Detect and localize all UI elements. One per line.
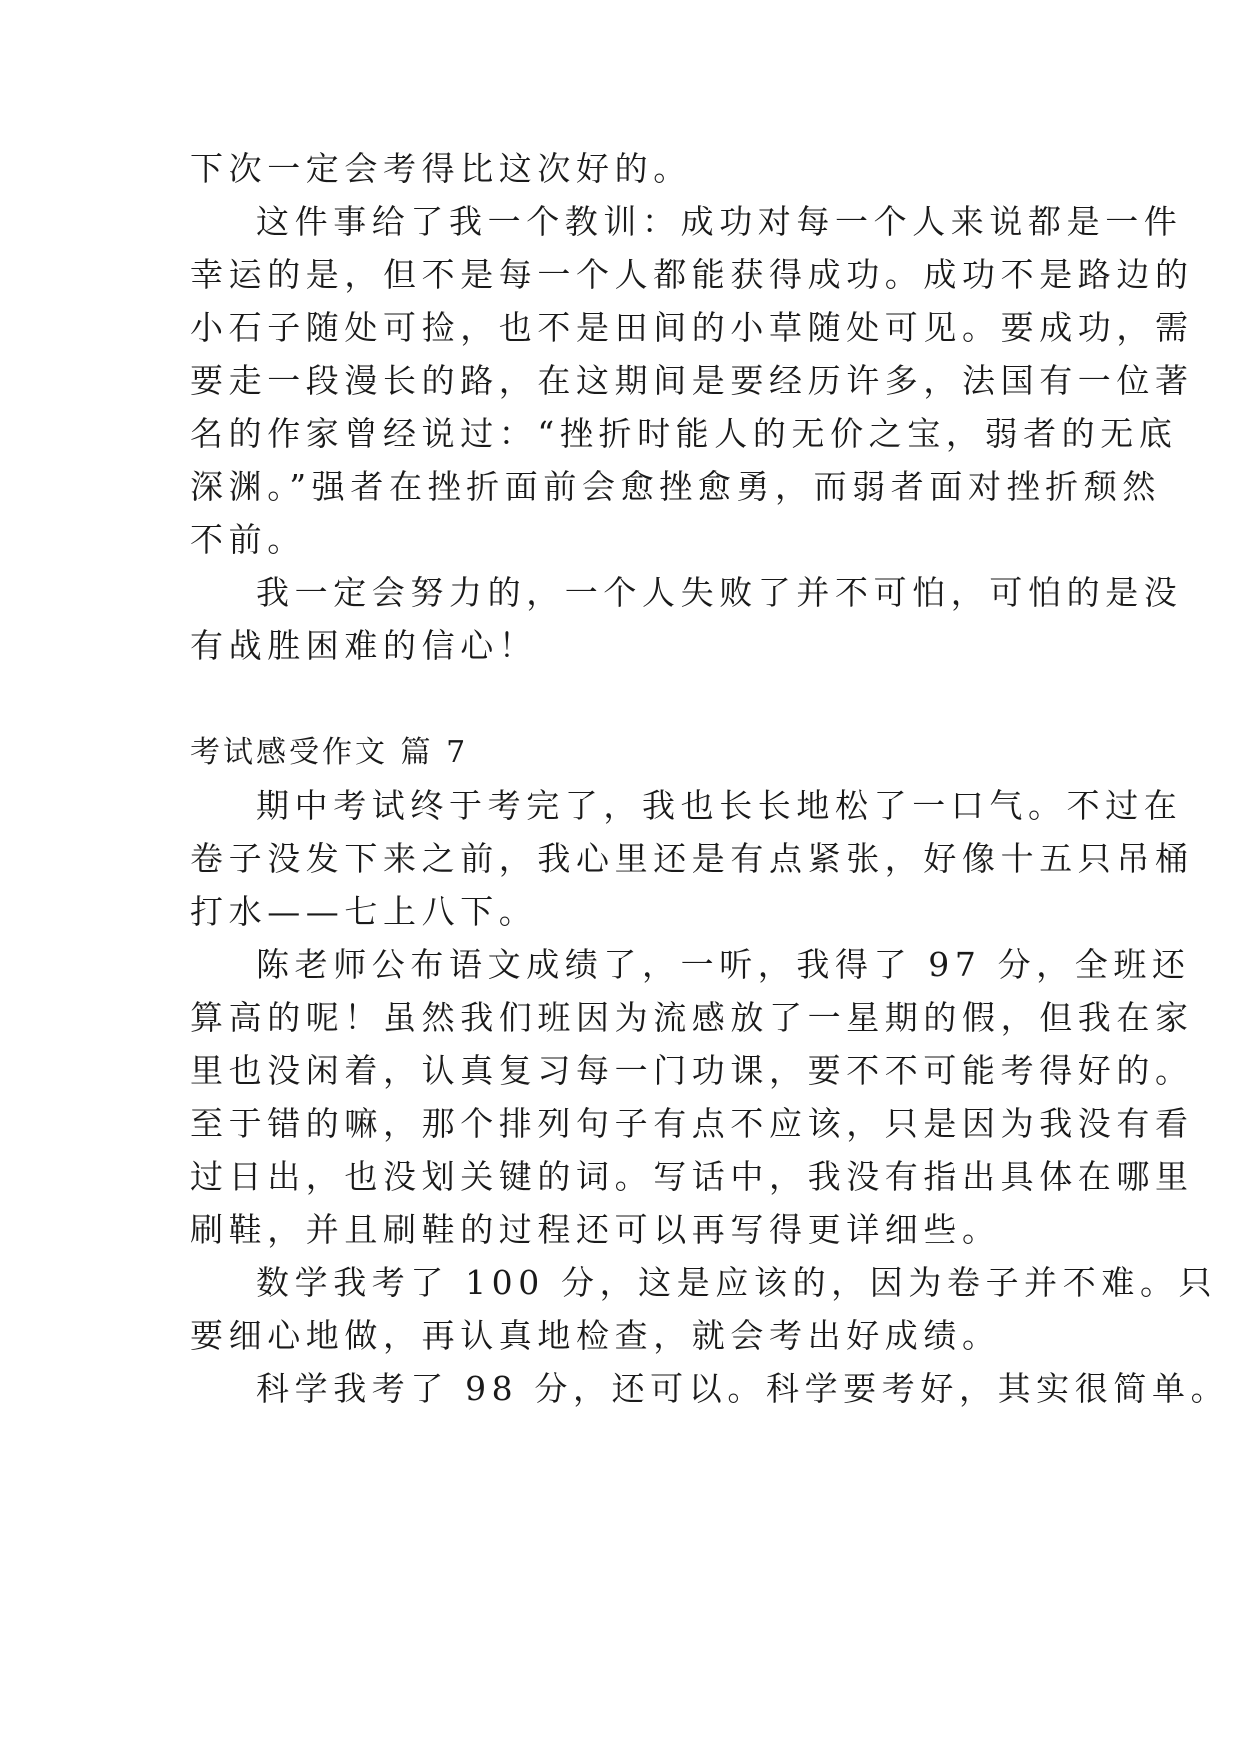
text-line: 里也没闲着，认真复习每一门功课，要不不可能考得好的。 [190, 1051, 1194, 1090]
text-line: 不前。 [190, 520, 306, 559]
paragraph-first-line: 我一定会努力的，一个人失败了并不可怕，可怕的是没 [256, 573, 1183, 612]
paragraph-first-line: 期中考试终于考完了，我也长长地松了一口气。不过在 [256, 786, 1183, 825]
paragraph-first-line: 科学我考了 98 分，还可以。科学要考好，其实很简单。 [256, 1369, 1230, 1408]
text-line: 过日出，也没划关键的词。写话中，我没有指出具体在哪里 [190, 1157, 1194, 1196]
text-line: 至于错的嘛，那个排列句子有点不应该，只是因为我没有看 [190, 1104, 1194, 1143]
text-line: 深渊。”强者在挫折面前会愈挫愈勇，而弱者面对挫折颓然 [190, 467, 1161, 506]
text-line: 有战胜困难的信心！ [190, 626, 538, 665]
text-line: 要细心地做，再认真地检查，就会考出好成绩。 [190, 1316, 1001, 1355]
text-line: 下次一定会考得比这次好的。 [190, 149, 692, 188]
text-line: 算高的呢！虽然我们班因为流感放了一星期的假，但我在家 [190, 998, 1194, 1037]
text-line: 名的作家曾经说过：“挫折时能人的无价之宝，弱者的无底 [190, 414, 1178, 453]
text-line: 幸运的是，但不是每一个人都能获得成功。成功不是路边的 [190, 255, 1194, 294]
text-line: 要走一段漫长的路，在这期间是要经历许多，法国有一位著 [190, 361, 1194, 400]
text-line: 卷子没发下来之前，我心里还是有点紧张，好像十五只吊桶 [190, 839, 1194, 878]
text-line: 小石子随处可捡，也不是田间的小草随处可见。要成功，需 [190, 308, 1194, 347]
text-line: 打水——七上八下。 [190, 892, 538, 931]
section-heading: 考试感受作文 篇 7 [190, 735, 469, 770]
paragraph-first-line: 数学我考了 100 分，这是应该的，因为卷子并不难。只 [256, 1263, 1218, 1302]
paragraph-first-line: 陈老师公布语文成绩了，一听，我得了 97 分，全班还 [256, 945, 1191, 984]
paragraph-first-line: 这件事给了我一个教训：成功对每一个人来说都是一件 [256, 202, 1183, 241]
text-line: 刷鞋，并且刷鞋的过程还可以再写得更详细些。 [190, 1210, 1001, 1249]
